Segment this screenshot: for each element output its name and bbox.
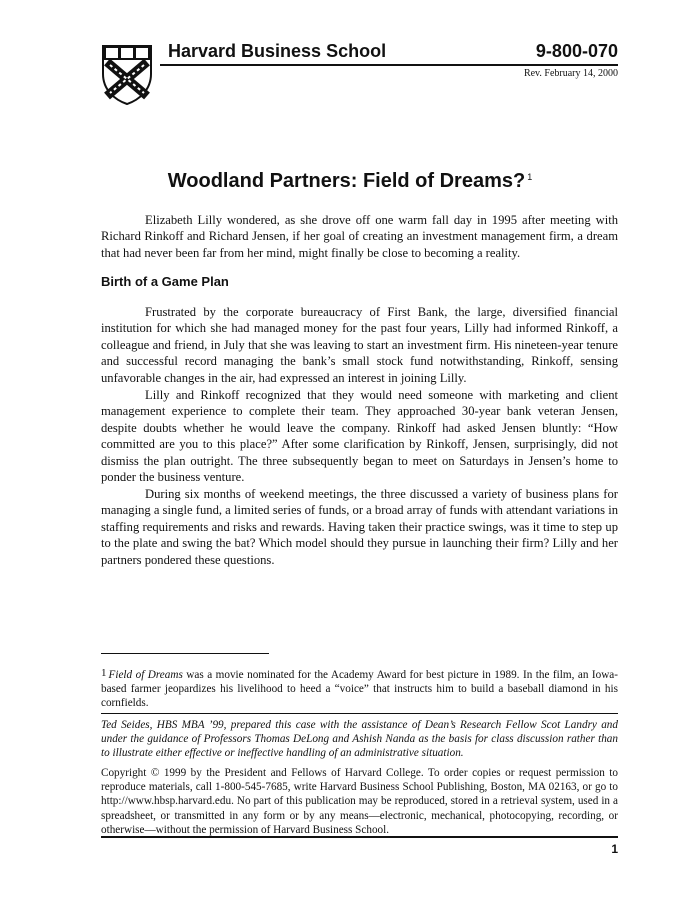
title-footnote-mark: 1 bbox=[527, 172, 533, 182]
footer-rule bbox=[101, 836, 618, 838]
footnote-film-title: Field of Dreams bbox=[108, 669, 183, 681]
revision-date: Rev. February 14, 2000 bbox=[523, 68, 618, 79]
footnote bbox=[101, 668, 618, 711]
footnote-number: 1 bbox=[101, 667, 107, 679]
case-credits: Ted Seides, HBS MBA ’99, prepared this case with the assistance of Dean’s Research Fellow Scot Landry and under the guidance of Professors Thomas DeLong and Ashish Nanda as the basis for class discussion rather than to illustrate either effective or ineffective handling of an administrative situation. bbox=[101, 719, 618, 760]
body-paragraph-3: During six months of weekend meetings, the three discussed a variety of business plans for managing a single fund, a limited series of funds, or a broad array of funds with attendant variations in staffing requirements and risks and rewards. Having taken their practice swings, was it time to step up to the plate and swing the bat? Which model should they pursue in launching their firm? Lilly and her partners pondered these questions. bbox=[101, 487, 618, 567]
footnote-text: was a movie nominated for the Academy Award for best picture in 1989. In the film, an Iowa-based farmer jeopardizes his livelihood to heed a “voice” that instructs him to build a baseball diamond in his cornfields. bbox=[101, 669, 619, 710]
case-number: 9-800-070 bbox=[535, 41, 618, 61]
body-paragraph-1: Frustrated by the corporate bureaucracy of First Bank, the large, diversified financial institution for which she had managed money for the past four years, Lilly had informed Rinkoff, a colleague and friend, in July that she was leaving to start an investment firm. His nineteen-year tenure and successful record managing the bank’s small stock fund notwithstanding, Rinkoff, sensing unfavorable changes in the air, had expressed an interest in joining Lilly. bbox=[101, 305, 618, 385]
copyright-notice: Copyright © 1999 by the President and Fellows of Harvard College. To order copies or request permission to reproduce materials, call 1-800-545-7685, write Harvard Business School Publishing, Boston, MA 02163, or go to http://www.hbsp.harvard.edu. No part of this publication may be reproduced, stored in a retrieval system, used in a spreadsheet, or transmitted in any form or by any means—electronic, mechanical, photocopying, recording, or otherwise—without the permission of Harvard Business School. bbox=[101, 767, 618, 836]
credits-rule bbox=[101, 713, 618, 714]
body-paragraph-2: Lilly and Rinkoff recognized that they would need someone with marketing and client management experience to complete their team. They approached 30-year bank veteran Jensen, despite doubts whether he would leave the company. Rinkoff had asked Jensen bluntly: “How committed are you to this place?” After some clarification by Rinkoff, Jensen, surprisingly, did not dismiss the plan outright. The three subsequently began to meet on Saturdays in Jensen’s home to ponder the business venture. bbox=[101, 388, 618, 485]
header-rule bbox=[160, 64, 618, 66]
page-number: 1 bbox=[611, 842, 618, 856]
footnote-rule bbox=[101, 653, 269, 654]
harvard-shield-logo bbox=[101, 44, 153, 106]
intro-paragraph: Elizabeth Lilly wondered, as she drove off one warm fall day in 1995 after meeting with Richard Rinkoff and Richard Jensen, if her goal of creating an investment management firm, a dream that had never been far from her mind, might finally be close to becoming a reality. bbox=[101, 213, 618, 260]
school-name: Harvard Business School bbox=[168, 41, 387, 61]
case-title bbox=[0, 170, 700, 193]
section-heading: Birth of a Game Plan bbox=[101, 274, 229, 289]
case-title-text: Woodland Partners: Field of Dreams? bbox=[167, 170, 526, 192]
